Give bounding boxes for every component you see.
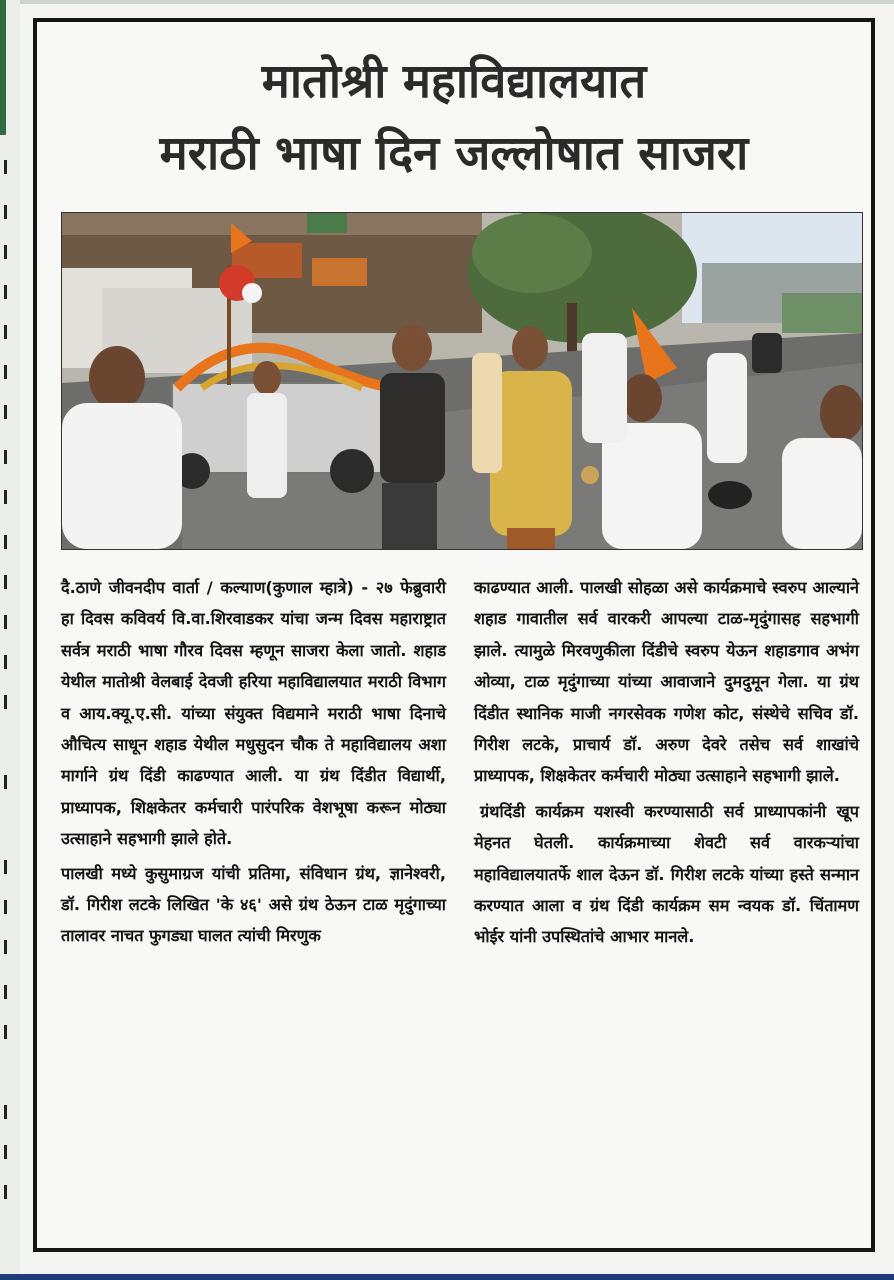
procession-photo (61, 212, 863, 550)
adjacent-text-fragment (4, 160, 7, 174)
article-paragraph: ग्रंथदिंडी कार्यक्रम यशस्वी करण्यासाठी सर्व प्राध्यापकांनी खूप मेहनत घेतली. कार्यक्रमाच्या शेवटी सर्व वारकऱ्यांचा महाविद्यालयातर्फे शाल देऊन डॉ. गिरीश लटके यांच्या हस्ते सन्मान करण्यात आला व ग्रंथ दिंडी कार्यक्रम सम न्वयक डॉ. चिंतामण भोईर यांनी उपस्थितांचे आभार मानले. (474, 801, 859, 947)
adjacent-text-fragment (4, 1185, 7, 1199)
headline-line-2: मराठी भाषा दिन जल्लोषात साजरा (159, 126, 749, 181)
adjacent-text-fragment (4, 450, 7, 464)
adjacent-text-fragment (4, 615, 7, 629)
adjacent-text-fragment (4, 490, 7, 504)
article-paragraph: दै.ठाणे जीवनदीप वार्ता / कल्याण(कुणाल म्हात्रे) - २७ फेब्रुवारी हा दिवस कविवर्य वि.वा.शिरवाडकर यांचा जन्म दिवस महाराष्ट्रात सर्वत्र मराठी भाषा गौरव दिवस म्हणून साजरा केला जातो. शहाड येथील मातोश्री वेलबाई देवजी हरिया महाविद्यालयात मराठी विभाग व आय.क्यू.ए.सी. यांच्या संयुक्त विद्यमाने मराठी भाषा दिनाचे औचित्य साधून शहाड येथील मधुसुदन चौक ते महाविद्यालय अशा मार्गाने ग्रंथ दिंडी काढण्यात आली. या ग्रंथ दिंडीत विद्यार्थी, प्राध्यापक, शिक्षकेतर कर्मचारी पारंपरिक वेशभूषा करून मोठ्या उत्साहाने सहभागी झाले होते. (61, 578, 446, 849)
adjacent-text-fragment (4, 365, 7, 379)
adjacent-text-fragment (4, 535, 7, 549)
adjacent-text-fragment (4, 1105, 7, 1119)
adjacent-text-fragment (4, 205, 7, 219)
adjacent-text-fragment (4, 860, 7, 874)
adjacent-text-fragment (4, 985, 7, 999)
adjacent-text-fragment (4, 1025, 7, 1039)
adjacent-text-fragment (4, 285, 7, 299)
article-column-left (61, 572, 446, 955)
adjacent-text-fragment (4, 695, 7, 709)
adjacent-text-fragment (4, 940, 7, 954)
article-frame (33, 18, 875, 1252)
adjacent-text-fragment (4, 575, 7, 589)
page-top-edge (0, 0, 894, 4)
adjacent-text-fragment (4, 405, 7, 419)
article-column-right (474, 572, 859, 956)
adjacent-column-strip (0, 0, 20, 1280)
article-paragraph: पालखी मध्ये कुसुमाग्रज यांची प्रतिमा, संविधान ग्रंथ, ज्ञानेश्वरी, डॉ. गिरीश लटके लिखित 'के ४६' असे ग्रंथ ठेऊन टाळ मृदुंगाच्या तालावर नाचत फुगड्या घालत त्यांची मिरणुक (61, 863, 446, 946)
adjacent-text-fragment (4, 655, 7, 669)
adjacent-text-fragment (4, 775, 7, 789)
adjacent-green-bar (0, 0, 6, 135)
article-paragraph: काढण्यात आली. पालखी सोहळा असे कार्यक्रमाचे स्वरुप आल्याने शहाड गावातील सर्व वारकरी आपल्या टाळ-मृदुंगासह सहभागी झाले. त्यामुळे मिरवणुकीला दिंडीचे स्वरुप येऊन शहाडगाव अभंग ओव्या, टाळ मृदुंगाच्या यांच्या आवाजाने दुमदुमून गेला. या ग्रंथ दिंडीत स्थानिक माजी नगरसेवक गणेश कोट, संस्थेचे सचिव डॉ. गिरीश लटके, प्राचार्य डॉ. अरुण देवरे तसेच सर्व शाखांचे प्राध्यापक, शिक्षकेतर कर्मचारी मोठ्या उत्साहाने सहभागी झाले. (474, 578, 859, 786)
adjacent-text-fragment (4, 900, 7, 914)
headline-line-1: मातोश्री महाविद्यालयात (261, 54, 647, 109)
page-bottom-edge (0, 1274, 894, 1280)
procession-photo-illustration (62, 213, 862, 549)
adjacent-text-fragment (4, 245, 7, 259)
adjacent-text-fragment (4, 1145, 7, 1159)
adjacent-text-fragment (4, 325, 7, 339)
